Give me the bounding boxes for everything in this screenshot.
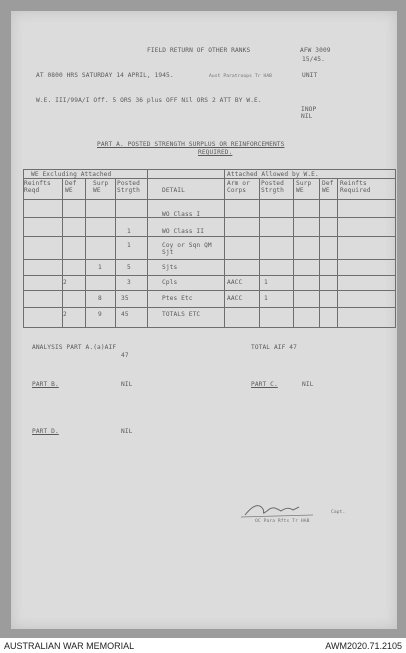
form-version: 15/45. (302, 56, 325, 63)
table-cell-detail: WO Class II (162, 228, 205, 235)
table-cell-surp: 8 (98, 295, 102, 302)
col-header-posted-strgth: Posted Strgth (117, 180, 140, 194)
table-cell-posted-att: 1 (264, 295, 268, 302)
archive-reference: AWM2020.71.2105 (325, 641, 402, 651)
table-col-line (224, 169, 225, 327)
col-header-reinfts-reqd: Reinfts Reqd (24, 180, 51, 194)
table-cell-detail: WO Class I (162, 211, 201, 218)
table-col-line (85, 178, 86, 327)
total-aif: TOTAL AIF 47 (251, 344, 297, 351)
archive-name: AUSTRALIAN WAR MEMORIAL (4, 641, 135, 651)
table-cell-posted: 1 (127, 228, 131, 235)
table-cell-posted: 3 (127, 279, 131, 286)
we-line: W.E. III/99A/I Off. 5 ORS 36 plus OFF Nil ORS 2 ATT BY W.E. (36, 97, 262, 104)
table-col-line (319, 178, 320, 327)
form-number: AFW 3009 (300, 47, 331, 54)
table-cell-surp: 1 (98, 264, 102, 271)
table-cell-detail: Coy or Sqn QM Sjt (162, 242, 212, 256)
table-cell-surp: 9 (98, 311, 102, 318)
part-a-title-2: REQUIRED. (198, 149, 233, 156)
form-title: FIELD RETURN OF OTHER RANKS (147, 47, 251, 54)
table-rule (23, 178, 396, 179)
table-col-line (337, 178, 338, 327)
col-header-def-we-att: Def WE (322, 180, 334, 194)
table-rule (23, 236, 396, 237)
analysis-value: 47 (121, 352, 129, 359)
col-header-detail: DETAIL (162, 187, 185, 194)
col-header-surp-we: Surp WE (93, 180, 109, 194)
table-cell-detail: Cpls (162, 279, 178, 286)
table-col-line (115, 178, 116, 327)
archive-footer (0, 638, 406, 653)
part-a-title: PART A. POSTED STRENGTH SURPLUS OR REINFORCEMENTS (97, 141, 285, 148)
signature-block: OC Para Rfts Tr HAB (255, 519, 310, 524)
table-cell-def: 2 (63, 311, 67, 318)
date-stamp: Aust Paratroops Tr HAB (209, 74, 273, 79)
table-rule (23, 199, 396, 200)
col-header-def-we: Def WE (65, 180, 77, 194)
group-header-right: Attached Allowed by W.E. (227, 171, 319, 178)
col-header-arm-corps: Arm or Corps (227, 180, 250, 194)
table-cell-posted: 1 (127, 242, 131, 249)
table-cell-detail: Sjts (162, 264, 178, 271)
table-cell-reinfts: 2 (63, 279, 67, 286)
table-border-bottom (23, 327, 396, 328)
table-rule (23, 217, 396, 218)
table-cell-posted-att: 1 (264, 279, 268, 286)
table-rule (23, 307, 396, 308)
part-d-label: PART D. (32, 428, 59, 435)
part-c-value: NIL (302, 381, 314, 388)
table-col-line (293, 178, 294, 327)
table-col-line (23, 169, 24, 327)
part-b-value: NIL (121, 381, 133, 388)
col-header-surp-we-att: Surp WE (296, 180, 312, 194)
part-b-label: PART B. (32, 381, 59, 388)
table-border-top (23, 169, 396, 170)
inop-nil: NIL (301, 113, 313, 120)
table-cell-corps: AACC (227, 295, 243, 302)
inop-label: INOP (301, 106, 317, 113)
table-cell-posted: 35 (121, 295, 129, 302)
unit-label: UNIT (302, 72, 318, 79)
signature-rank: Capt. (331, 510, 346, 515)
date-line: AT 0800 HRS SATURDAY 14 APRIL, 1945. (36, 72, 174, 79)
part-c-label: PART C. (251, 381, 278, 388)
table-col-line (395, 169, 396, 327)
table-rule (23, 290, 396, 291)
table-rule (23, 275, 396, 276)
group-header-left: WE Excluding Attached (31, 171, 112, 178)
analysis-label: ANALYSIS PART A.(a)AIF (32, 344, 117, 351)
table-cell-corps: AACC (227, 279, 243, 286)
document-sheet (11, 11, 397, 629)
table-cell-posted: 45 (121, 311, 129, 318)
table-cell-detail: Ptes Etc (162, 295, 193, 302)
table-col-line (62, 178, 63, 327)
table-col-line (147, 169, 148, 327)
part-d-value: NIL (121, 428, 133, 435)
col-header-reinfts-required: Reinfts Required (340, 180, 371, 194)
col-header-posted-strgth-att: Posted Strgth (261, 180, 284, 194)
table-cell-detail: TOTALS ETC (162, 311, 201, 318)
table-col-line (259, 178, 260, 327)
table-cell-posted: 5 (127, 264, 131, 271)
table-rule (23, 259, 396, 260)
